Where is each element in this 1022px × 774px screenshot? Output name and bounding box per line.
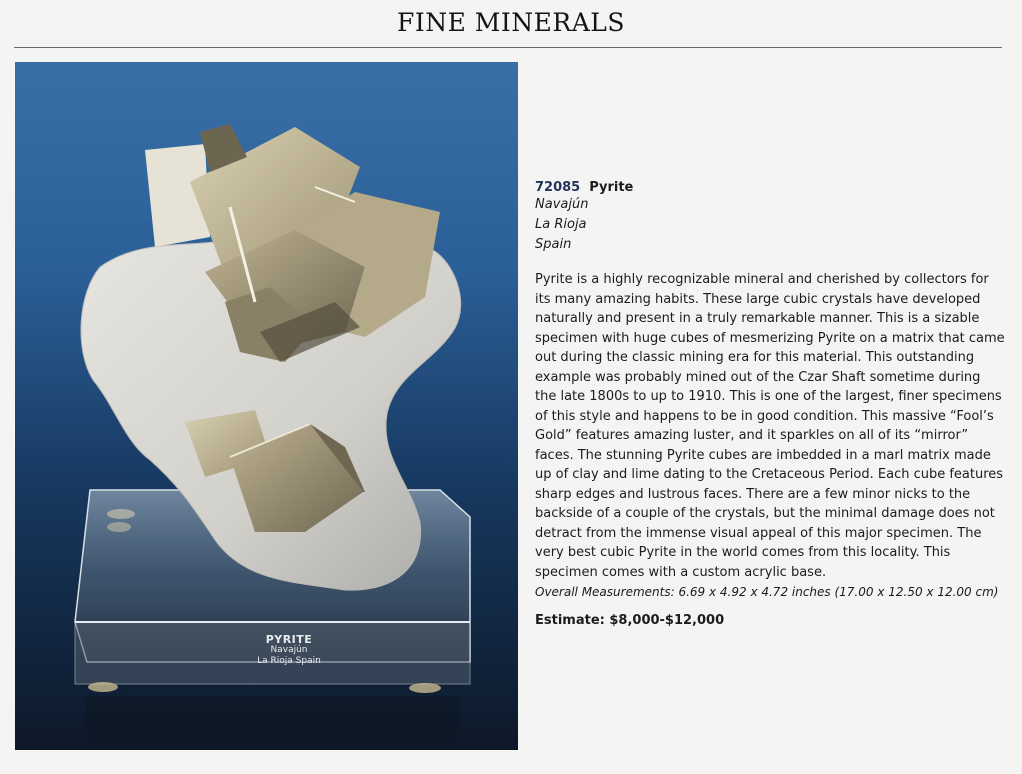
locality-line-3: Spain bbox=[535, 237, 572, 252]
locality-line-2: La Rioja bbox=[535, 217, 587, 232]
base-label-line2: Navajún bbox=[270, 645, 308, 655]
base-label bbox=[229, 634, 349, 667]
heading-rule bbox=[14, 47, 1002, 48]
base-label-line1: PYRITE bbox=[265, 633, 313, 646]
specimen-photo bbox=[15, 62, 518, 750]
lot-number: 72085 bbox=[535, 180, 581, 195]
lot-title bbox=[535, 180, 1005, 195]
lot-details bbox=[535, 180, 1005, 628]
lot-measurements: Overall Measurements: 6.69 x 4.92 x 4.72 inches (17.00 x 12.50 x 12.00 cm) bbox=[535, 585, 999, 599]
base-label-line3: La Rioja Spain bbox=[257, 656, 321, 666]
locality-line-1: Navajún bbox=[535, 197, 589, 212]
lot-description: Pyrite is a highly recognizable mineral and cherished by collectors for its many amazing habits. These large cubic crystals have developed naturally and present in a truly remarkable manner. This is a sizable specimen with huge cubes of mesmerizing Pyrite on a matrix that came out during the classic mining era for this material. This outstanding example was probably mined out of the Czar Shaft sometime during the late 1800s to up to 1910. This is one of the largest, finer specimens of this style and happens to be in good condition. This massive “Fool’s Gold” features amazing luster, and it sparkles on all of its “mirror” faces. The stunning Pyrite cubes are imbedded in a marl matrix made up of clay and lime dating to the Cretaceous Period. Each cube features sharp edges and lustrous faces. There are a few minor nicks to the backside of a couple of the crystals, but the minimal damage does not detract from the immense visual appeal of this major specimen. The very best cubic Pyrite in the world comes from this locality. This specimen comes with a custom acrylic base. bbox=[535, 272, 1005, 580]
lot-name: Pyrite bbox=[589, 180, 634, 195]
lot-estimate: Estimate: $8,000-$12,000 bbox=[535, 613, 725, 628]
page-heading: FINE MINERALS bbox=[397, 8, 625, 37]
